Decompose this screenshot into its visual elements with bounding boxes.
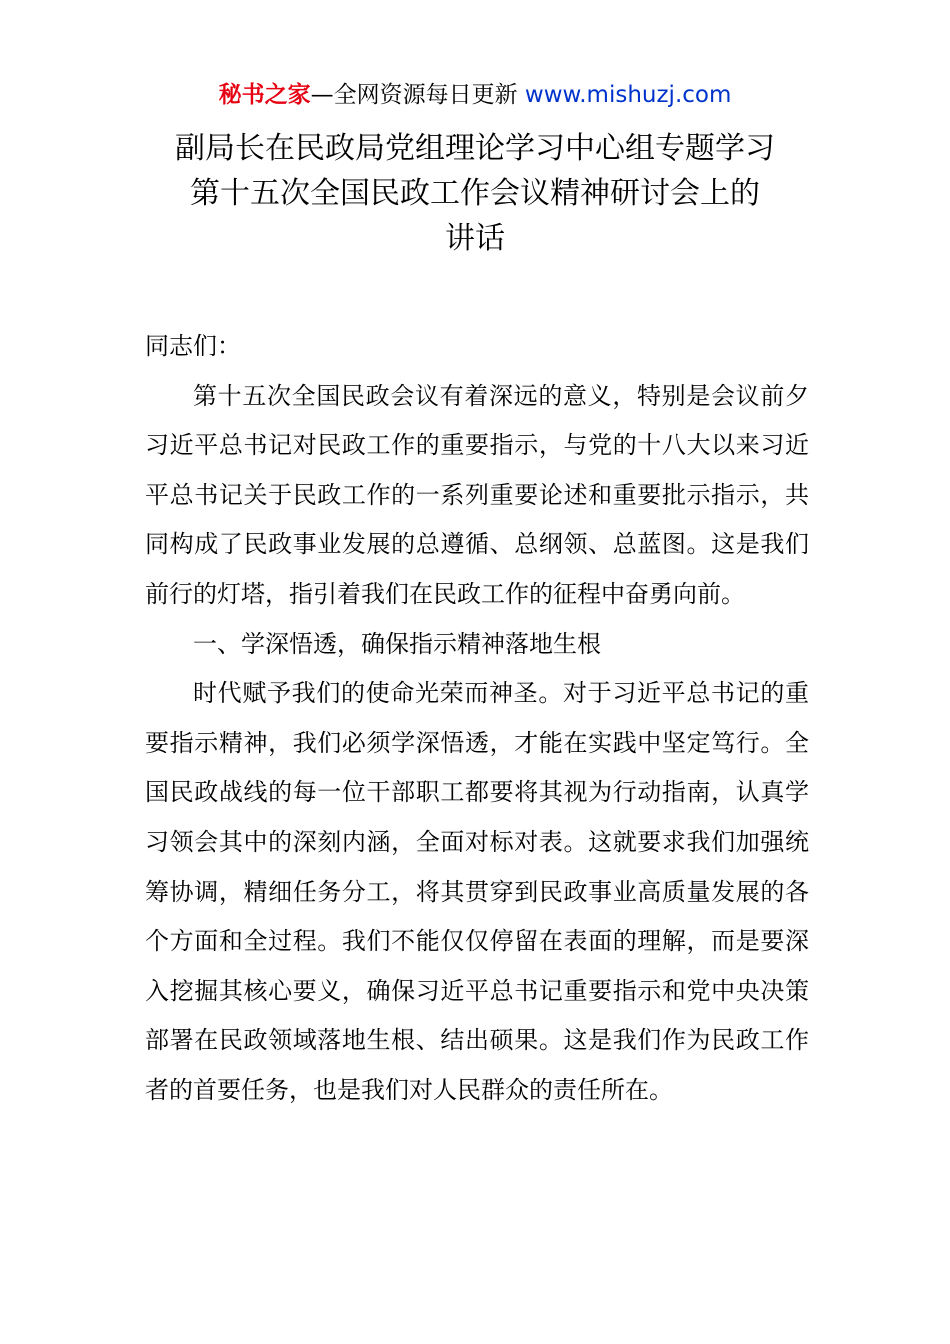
title-line-2: 第十五次全国民政工作会议精神研讨会上的 xyxy=(190,176,760,211)
salutation: 同志们： xyxy=(145,332,241,360)
document-body xyxy=(145,322,809,1116)
brand-name: 秘书之家 xyxy=(218,82,311,108)
site-header xyxy=(0,79,950,111)
paragraph-1: 第十五次全国民政会议有着深远的意义，特别是会议前夕习近平总书记对民政工作的重要指示，与党的十八大以来习近平总书记关于民政工作的一系列重要论述和重要批示指示，共同构成了民政事业发展的总遵循、总纲领、总蓝图。这是我们前行的灯塔，指引着我们在民政工作的征程中奋勇向前。 xyxy=(145,381,809,608)
title-line-3: 讲话 xyxy=(445,221,505,256)
title-line-1: 副局长在民政局党组理论学习中心组专题学习 xyxy=(175,131,775,166)
site-url-link[interactable]: www.mishuzj.com xyxy=(524,82,732,108)
header-tagline: —全网资源每日更新 xyxy=(310,82,518,108)
document-title xyxy=(0,126,950,261)
section-heading-1: 一、学深悟透，确保指示精神落地生根 xyxy=(193,629,601,658)
paragraph-2: 时代赋予我们的使命光荣而神圣。对于习近平总书记的重要指示精神，我们必须学深悟透，才能在实践中坚定笃行。全国民政战线的每一位干部职工都要将其视为行动指南，认真学习领会其中的深刻内涵，全面对标对表。这就要求我们加强统筹协调，精细任务分工，将其贯穿到民政事业高质量发展的各个方面和全过程。我们不能仅仅停留在表面的理解，而是要深入挖掘其核心要义，确保习近平总书记重要指示和党中央决策部署在民政领域落地生根、结出硕果。这是我们作为民政工作者的首要任务，也是我们对人民群众的责任所在。 xyxy=(145,679,809,1104)
